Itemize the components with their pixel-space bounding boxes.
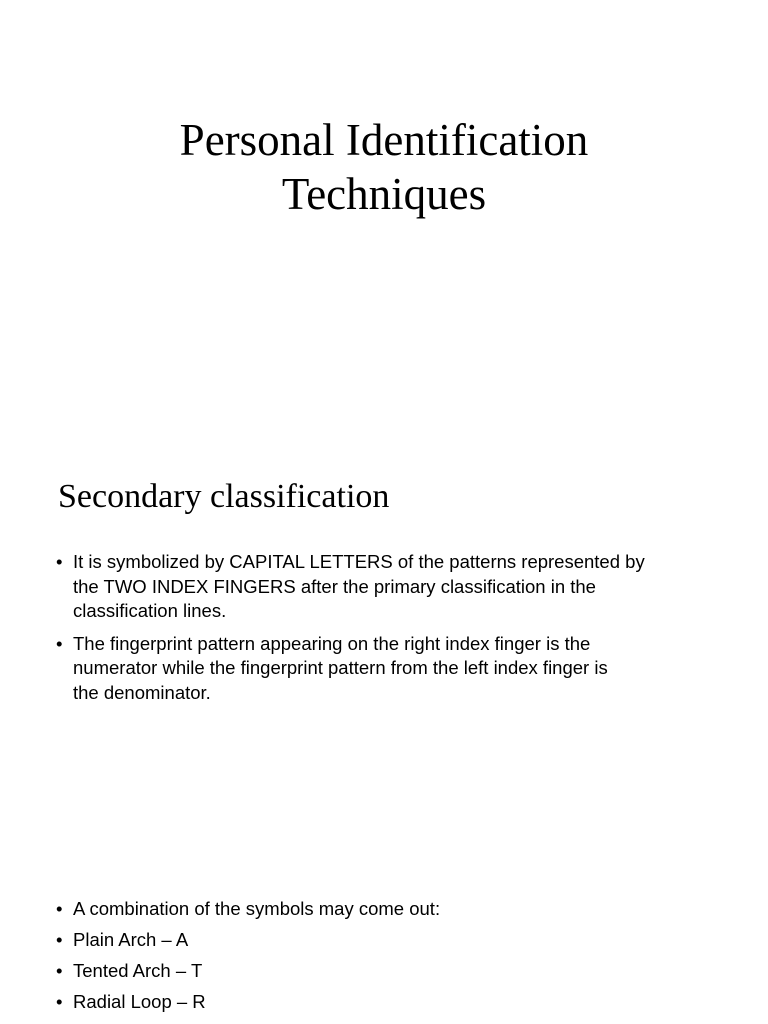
bullet-item bbox=[56, 959, 440, 984]
bullet-line: the denominator. bbox=[73, 681, 211, 703]
bullet-text: • A combination of the symbols may come out: bbox=[73, 898, 441, 919]
bullet-item bbox=[56, 632, 645, 706]
bullet-text: • Plain Arch – A bbox=[73, 929, 189, 950]
bullet-list-description bbox=[56, 550, 645, 713]
section-heading: Secondary classification bbox=[58, 478, 390, 515]
bullet-list-symbols bbox=[56, 897, 440, 1021]
bullet-line: • It is symbolized by CAPITAL LETTERS of the patterns represented by bbox=[73, 551, 645, 572]
bullet-line: numerator while the fingerprint pattern from the left index finger is bbox=[73, 657, 608, 678]
title-line-2: Techniques bbox=[281, 169, 487, 219]
bullet-line: • The fingerprint pattern appearing on the right index finger is the bbox=[73, 632, 591, 654]
bullet-text: • Radial Loop – R bbox=[73, 991, 206, 1012]
bullet-line: the TWO INDEX FINGERS after the primary classification in the bbox=[73, 575, 596, 597]
title-line-1: Personal Identification bbox=[179, 115, 589, 165]
bullet-text: • Tented Arch – T bbox=[73, 960, 203, 981]
bullet-item bbox=[56, 550, 645, 624]
bullet-item bbox=[56, 897, 440, 922]
bullet-item bbox=[56, 990, 440, 1015]
bullet-line: classification lines. bbox=[73, 600, 227, 621]
bullet-item bbox=[56, 928, 440, 953]
slide-title bbox=[0, 113, 768, 221]
